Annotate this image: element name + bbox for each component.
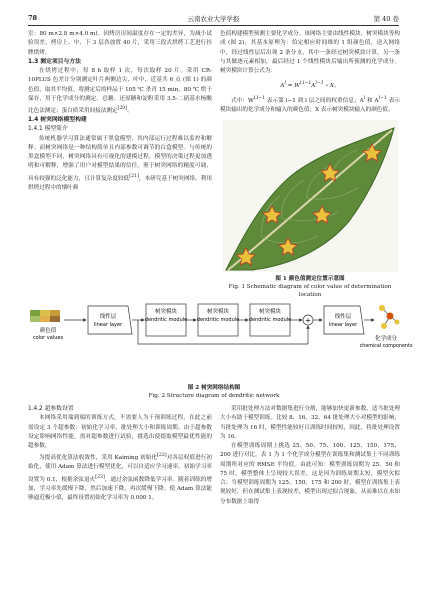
linear-layer-1-label: 线性层	[99, 314, 117, 320]
linear-layer-1	[88, 306, 132, 334]
dendritic-module-3-label: 树突模块	[258, 309, 282, 315]
volume-label: 第 40 卷	[373, 15, 399, 23]
paragraph: 为提高优化算法收敛性，采用 Kaiming 初始化[22]对各层权值进行初始化，使用 Adam 算法进行模型优化，可以自适应学习速率，初始学习率设置为 0.1，根据余弦退火[23]，通过余弦函数降低学习率。随着训练的增加，学习率先缓慢下降，然后加速下降，再次缓慢下降。使 Adam 算法能够逼近极小值，最终设置初始化学习率为 0.000 1。	[28, 453, 212, 501]
output-label-en: chemical components	[359, 344, 413, 349]
left-column	[28, 30, 212, 193]
section-heading-1-3: 1.3 测定项目与方法	[28, 58, 81, 65]
figure-1-leaf-image	[222, 120, 398, 272]
svg-text:+: +	[305, 316, 311, 325]
section-heading-1-4-1: 1.4.1 模型简介	[28, 126, 68, 133]
right-column-lower	[220, 405, 400, 507]
linear-layer-2-label-en: linear layer	[328, 322, 358, 328]
section-heading-1-4: 1.4 树突网络模型构建	[28, 117, 87, 124]
linear-layer-2-label: 线性层	[334, 314, 352, 320]
paragraph: 在烘烤过程中，每 8 h 取样 1 次，每次取样 20 片。采用 CR-10PLUS 色差计分别测定叶片两侧边尖、叶中、近基共 6 点 (图 1) 的颜色值，取其平均值。将测定后的样品于 105 ℃ 杀青 15 min，80 ℃ 烘干保存，用于化学成分的测定。总糖、还原糖和淀粉采用 3.5-二硝基水杨酸比色法测定；蛋白质采用间接法测定[20]。	[28, 68, 212, 114]
dendritic-module-2-label: 树突模块	[206, 309, 230, 315]
dendritic-module-2-label-en: dendritic module	[196, 317, 240, 323]
dendritic-module-1-label-en: dendritic module	[144, 317, 188, 323]
right-column	[220, 30, 400, 116]
molecule-icon	[379, 305, 400, 329]
section-heading-1-4-2: 1.4.2 超参数设置	[28, 406, 74, 412]
dendritic-module-1-label: 树突模块	[154, 309, 178, 315]
output-label: 化学成分	[374, 336, 398, 342]
paragraph: 在模型训练周期上挑选 25、50、75、100、125、150、175、200 进行对比。表 1 为 1 个化学成分模型在训练集和测试集上不同训练周期所对应的 RMSE 平均值。由此可知：模型训练周期为 25、50 和 75 时，模型整体上呈现较大误差，这是因为训练周期太短，模型欠拟合；当模型训练周期为 125、150、175 和 200 时，模型在训练集上表现较好，但在测试集上表现较差，模型出现过拟合现象，从而难以在未知分布数据上取得	[220, 443, 400, 505]
journal-title: 云南农业大学学报	[187, 15, 240, 23]
input-label: 颜色值	[39, 328, 57, 334]
linear-layer-1-label-en: linear layer	[93, 322, 123, 328]
paragraph: 本网络采用端到端的训练方式，不需要人为干预训练过程，在此之前需设定 3 个超参数：初始化学习率、批处理大小和训练周期。由于超参数设定影响网络性能，需对超参数进行试验，挑选出使提取模型最优性能的超参数。	[28, 415, 212, 449]
formula-explanation: 式中：$W^{l,l-1}$ 表示第 l−1 到 l 层之间的权重信息；$A^l$ 和 $A^{l-1}$ 表示模块输出的化学成分和输入的颜色值；X 表示树突模块输入的颜色值。	[220, 96, 400, 114]
paragraph: 采用批处理方法对数据集进行分割，能够加快更新参数，适当批处理大小有助于模型训练。比较 8、16、32、64 批处理大小对模型的影响，当批处理为 16 时，模型性能较好且训练时间较短，因此，将批处理设置为 16。	[220, 406, 400, 440]
formula: $A^l = W^{l,l-1}A^{l-1}$ ∘ X。	[280, 81, 340, 90]
header-rule	[28, 25, 399, 26]
left-column-lower	[28, 405, 212, 503]
paragraph: 传统机器学习算法通常属于黑盒模型，其内部运行过程难以监控和解释；而树突网络是一种结构简单且内部参数可调节的白盒模型。与传统的黑盒模型不同，树突网络具有可视化的建模过程，模型的决策过程更加透明和可解释，增强了用户对模型结果的信任。鉴于树突网络的精度可调，具有较强的泛化能力，且计算复杂度较低[21]，本研究基于树突网络，利用烘烤过程中的烟叶颜	[28, 135, 212, 191]
paragraph: 室：80 m×2.8 m×4.0 m)。因烤房房间温度存在一定的差异，为减小试验误差，烤房上、中、下 3 层各放置 40 片，采用三段式烘烤工艺进行挂牌烘烤。	[28, 31, 212, 56]
input-color-swatch	[30, 310, 60, 322]
dendritic-module-3-label-en: dendritic module	[248, 317, 292, 323]
figure-2-network-diagram	[28, 300, 413, 382]
figure-1-caption: 图 1 颜色值测定位置示意图 Fig. 1 Schematic diagram of color value of determination location	[228, 276, 392, 298]
linear-layer-2	[324, 306, 364, 334]
input-label-en: color values	[32, 335, 64, 341]
page-number: 78	[28, 14, 38, 22]
figure-2-caption: 图 2 树突网络结构图 Fig. 2 Structure diagram of dendritic network	[148, 385, 280, 399]
paragraph: 色值构建模型预测主要化学成分。该网络主要由线性模块、树突模块等构成 (图 2)，其基本原理为：给定相应时间维的 1 组颜色值，送入网络中，经过线性层后出现 2 条分支，其中一条经过树突模块计算，另一条与其做逐元素相加，最后经过 1 个线性模块后输出所预测的化学成分。树突模块计算公式为：	[220, 31, 400, 74]
